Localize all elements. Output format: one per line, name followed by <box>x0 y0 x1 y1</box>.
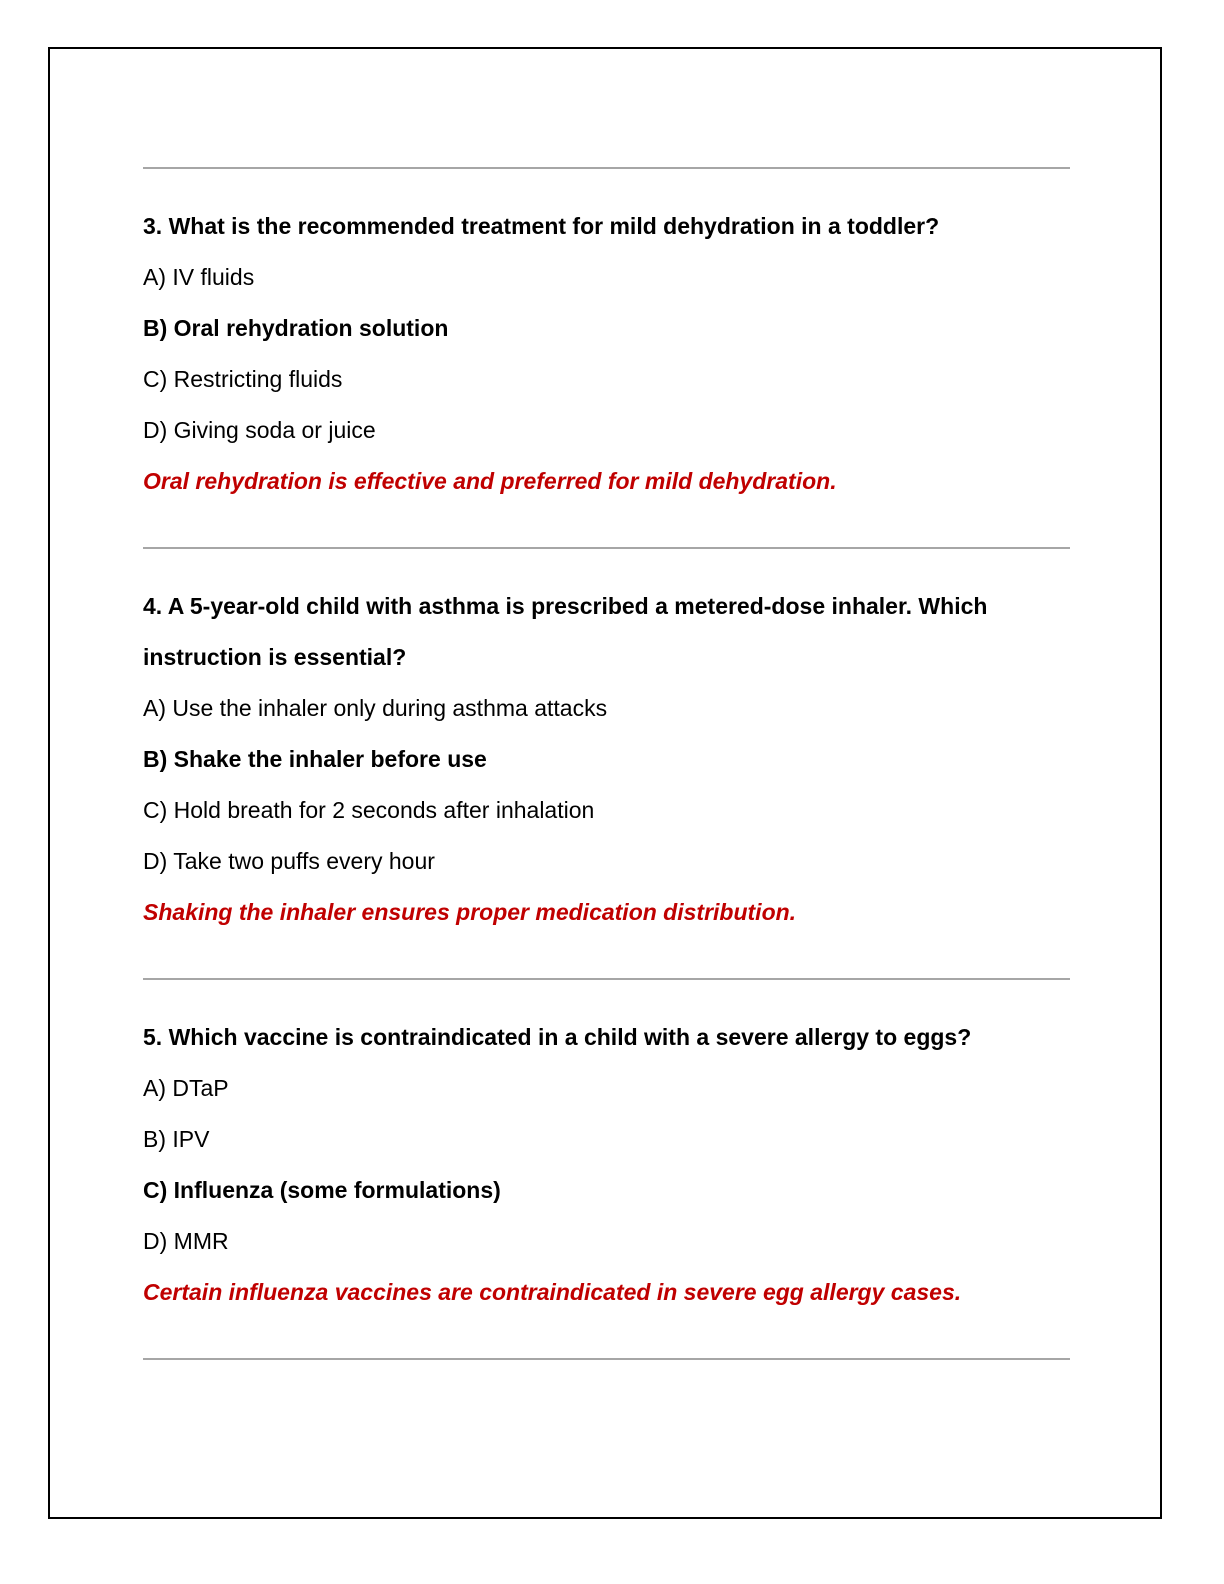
question-text: 5. Which vaccine is contraindicated in a child with a severe allergy to eggs? <box>143 1024 972 1050</box>
question-block-5 <box>143 980 1070 1358</box>
option-c: C) Hold breath for 2 seconds after inhalation <box>143 797 595 823</box>
option-c-correct: C) Influenza (some formulations) <box>143 1177 501 1203</box>
option-a: A) Use the inhaler only during asthma attacks <box>143 695 608 721</box>
option-a: A) DTaP <box>143 1075 229 1101</box>
option-a: A) IV fluids <box>143 264 255 290</box>
option-b: B) IPV <box>143 1126 210 1152</box>
option-d: D) Take two puffs every hour <box>143 848 435 874</box>
option-d: D) Giving soda or juice <box>143 417 376 443</box>
answer-explanation: Shaking the inhaler ensures proper medication distribution. <box>143 899 797 925</box>
quiz-content <box>143 167 1070 1360</box>
separator-rule <box>143 1358 1070 1360</box>
option-c: C) Restricting fluids <box>143 366 343 392</box>
question-block-3 <box>143 169 1070 547</box>
option-b-correct: B) Shake the inhaler before use <box>143 746 487 772</box>
question-text: 3. What is the recommended treatment for mild dehydration in a toddler? <box>143 213 940 239</box>
option-d: D) MMR <box>143 1228 229 1254</box>
answer-explanation: Certain influenza vaccines are contraindicated in severe egg allergy cases. <box>143 1279 962 1305</box>
answer-explanation: Oral rehydration is effective and preferred for mild dehydration. <box>143 468 837 494</box>
option-b-correct: B) Oral rehydration solution <box>143 315 449 341</box>
question-text: 4. A 5-year-old child with asthma is prescribed a metered-dose inhaler. Which instruction is essential? <box>143 593 988 670</box>
question-block-4 <box>143 549 1070 978</box>
